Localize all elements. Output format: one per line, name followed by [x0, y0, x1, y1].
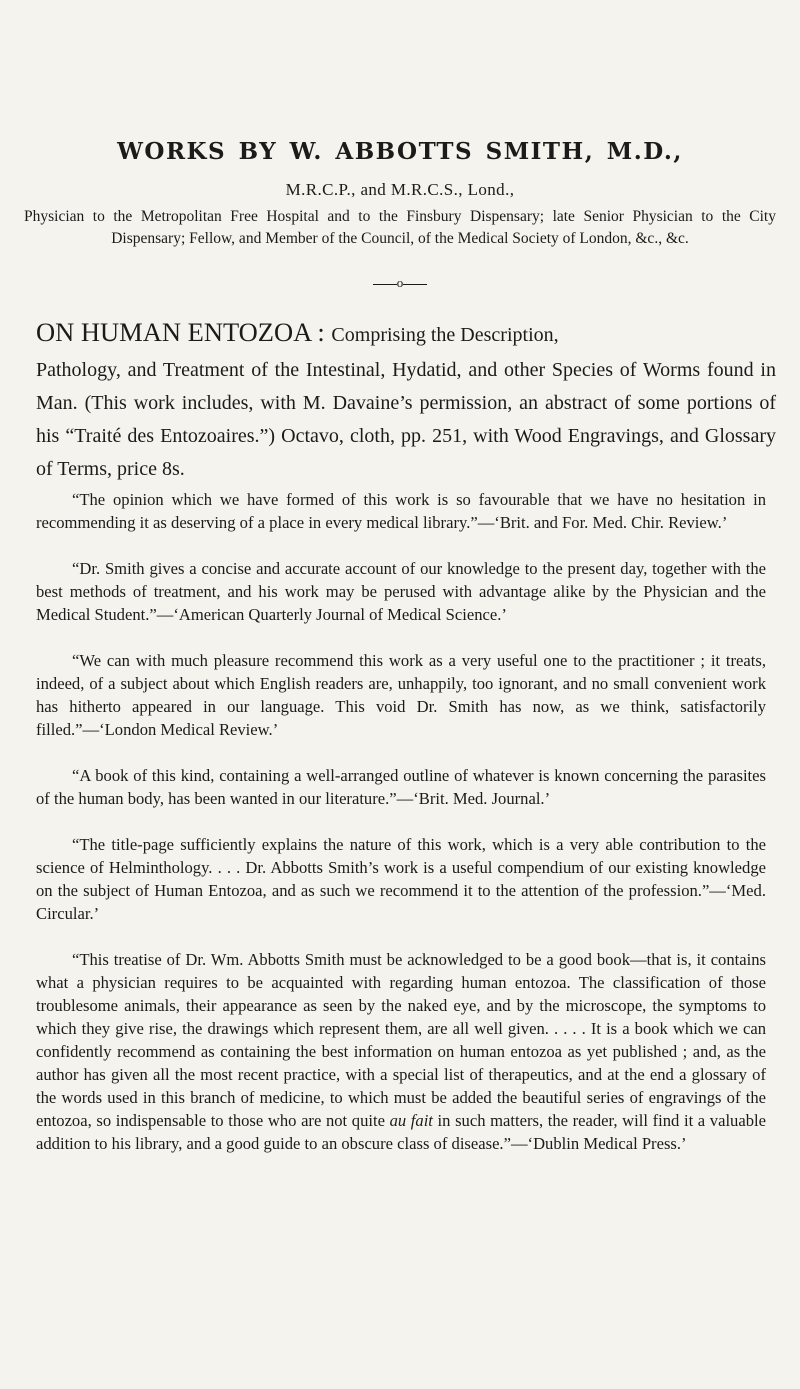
review-text-continued: in such matters, the reader, will find it a valuable addition to his library, and a good guide to an obscure class of disease.”— — [36, 1111, 766, 1153]
review-source: ‘Brit. Med. Journal.’ — [413, 789, 551, 808]
book-title-prefix: ON HUMAN ENTOZOA : — [36, 317, 332, 347]
divider-rule-right — [403, 284, 427, 285]
book-title — [36, 316, 776, 352]
header-title: WORKS BY W. ABBOTTS SMITH, M.D., — [117, 138, 683, 165]
review-american-quarterly — [36, 557, 766, 626]
review-source: ‘Brit. and For. Med. Chir. Review.’ — [494, 513, 728, 532]
review-text: “The title-page sufficiently explains the nature of this work, which is a very able contribution to the science of Helminthology. . . . Dr. Abbotts Smith’s work is a useful compendium of our existing knowledge on the subject of Human Entozoa, and as such we recommend it to the attention of the profession.”— — [36, 835, 766, 900]
book-title-suffix: Comprising the Description, — [331, 324, 559, 346]
divider-ornament: o — [396, 275, 404, 290]
review-source: ‘American Quarterly Journal of Medical Science.’ — [173, 605, 507, 624]
review-brit-for-med-chir — [36, 488, 766, 534]
review-text: “The opinion which we have formed of this work is so favourable that we have no hesitation in recommending it as deserving of a place in every medical library.”— — [36, 490, 766, 532]
review-source: ‘London Medical Review.’ — [99, 720, 279, 739]
review-brit-med-journal — [36, 764, 766, 810]
section-divider — [0, 275, 800, 291]
review-source: ‘Med. Circular.’ — [36, 881, 766, 923]
book-description: Pathology, and Treatment of the Intestinal, Hydatid, and other Species of Worms found in Man. (This work includes, with M. Davaine’s permission, an abstract of some portions of his “Traité des Entozoaires.”) Octavo, cloth, pp. 251, with Wood Engravings, and Glossary of Terms, price 8s. — [36, 359, 776, 480]
review-text: “Dr. Smith gives a concise and accurate account of our knowledge to the present day, together with the best methods of treatment, and his work may be perused with advantage alike by the Physician and the Medical Student.”— — [36, 559, 766, 624]
author-degrees: M.R.C.P., and M.R.C.S., Lond., — [285, 180, 515, 199]
review-text: “A book of this kind, containing a well-arranged outline of whatever is known concerning the parasites of the human body, has been wanted in our literature.”— — [36, 766, 766, 808]
review-source: ‘Dublin Medical Press.’ — [527, 1134, 687, 1153]
review-italic-phrase: au fait — [389, 1111, 433, 1130]
review-london-medical — [36, 649, 766, 741]
review-text: “We can with much pleasure recommend this work as a very useful one to the practitioner ; it treats, indeed, of a subject about which English readers are, unhappily, too ignorant, and no small convenient work has hitherto appeared in our language. This void Dr. Smith has now, as we think, satisfactorily filled.”— — [36, 651, 766, 739]
divider-rule-left — [373, 284, 397, 285]
review-med-circular — [36, 833, 766, 925]
review-text: “This treatise of Dr. Wm. Abbotts Smith must be acknowledged to be a good book—that is, it contains what a physician requires to be acquainted with regarding human entozoa. The classification of those troublesome animals, their appearance as seen by the naked eye, and by the microscope, the symptoms to which they give rise, the drawings which represent them, are all well given. . . . . It is a book which we can confidently recommend as containing the best information on human entozoa as yet published ; and, as the author has given all the most recent practice, with a special list of therapeutics, and at the end a glossary of the words used in this branch of medicine, to which must be added the beautiful series of engravings of the entozoa, so indispensable to those who are not quite — [36, 950, 766, 1130]
reviews-section — [36, 488, 766, 1178]
review-dublin-medical-press — [36, 948, 766, 1155]
author-description: Physician to the Metropolitan Free Hospital and to the Finsbury Dispensary; late Senior Physician to the City Dispensary; Fellow, and Member of the Council, of the Medical Society of London, &c., &c. — [24, 208, 776, 247]
